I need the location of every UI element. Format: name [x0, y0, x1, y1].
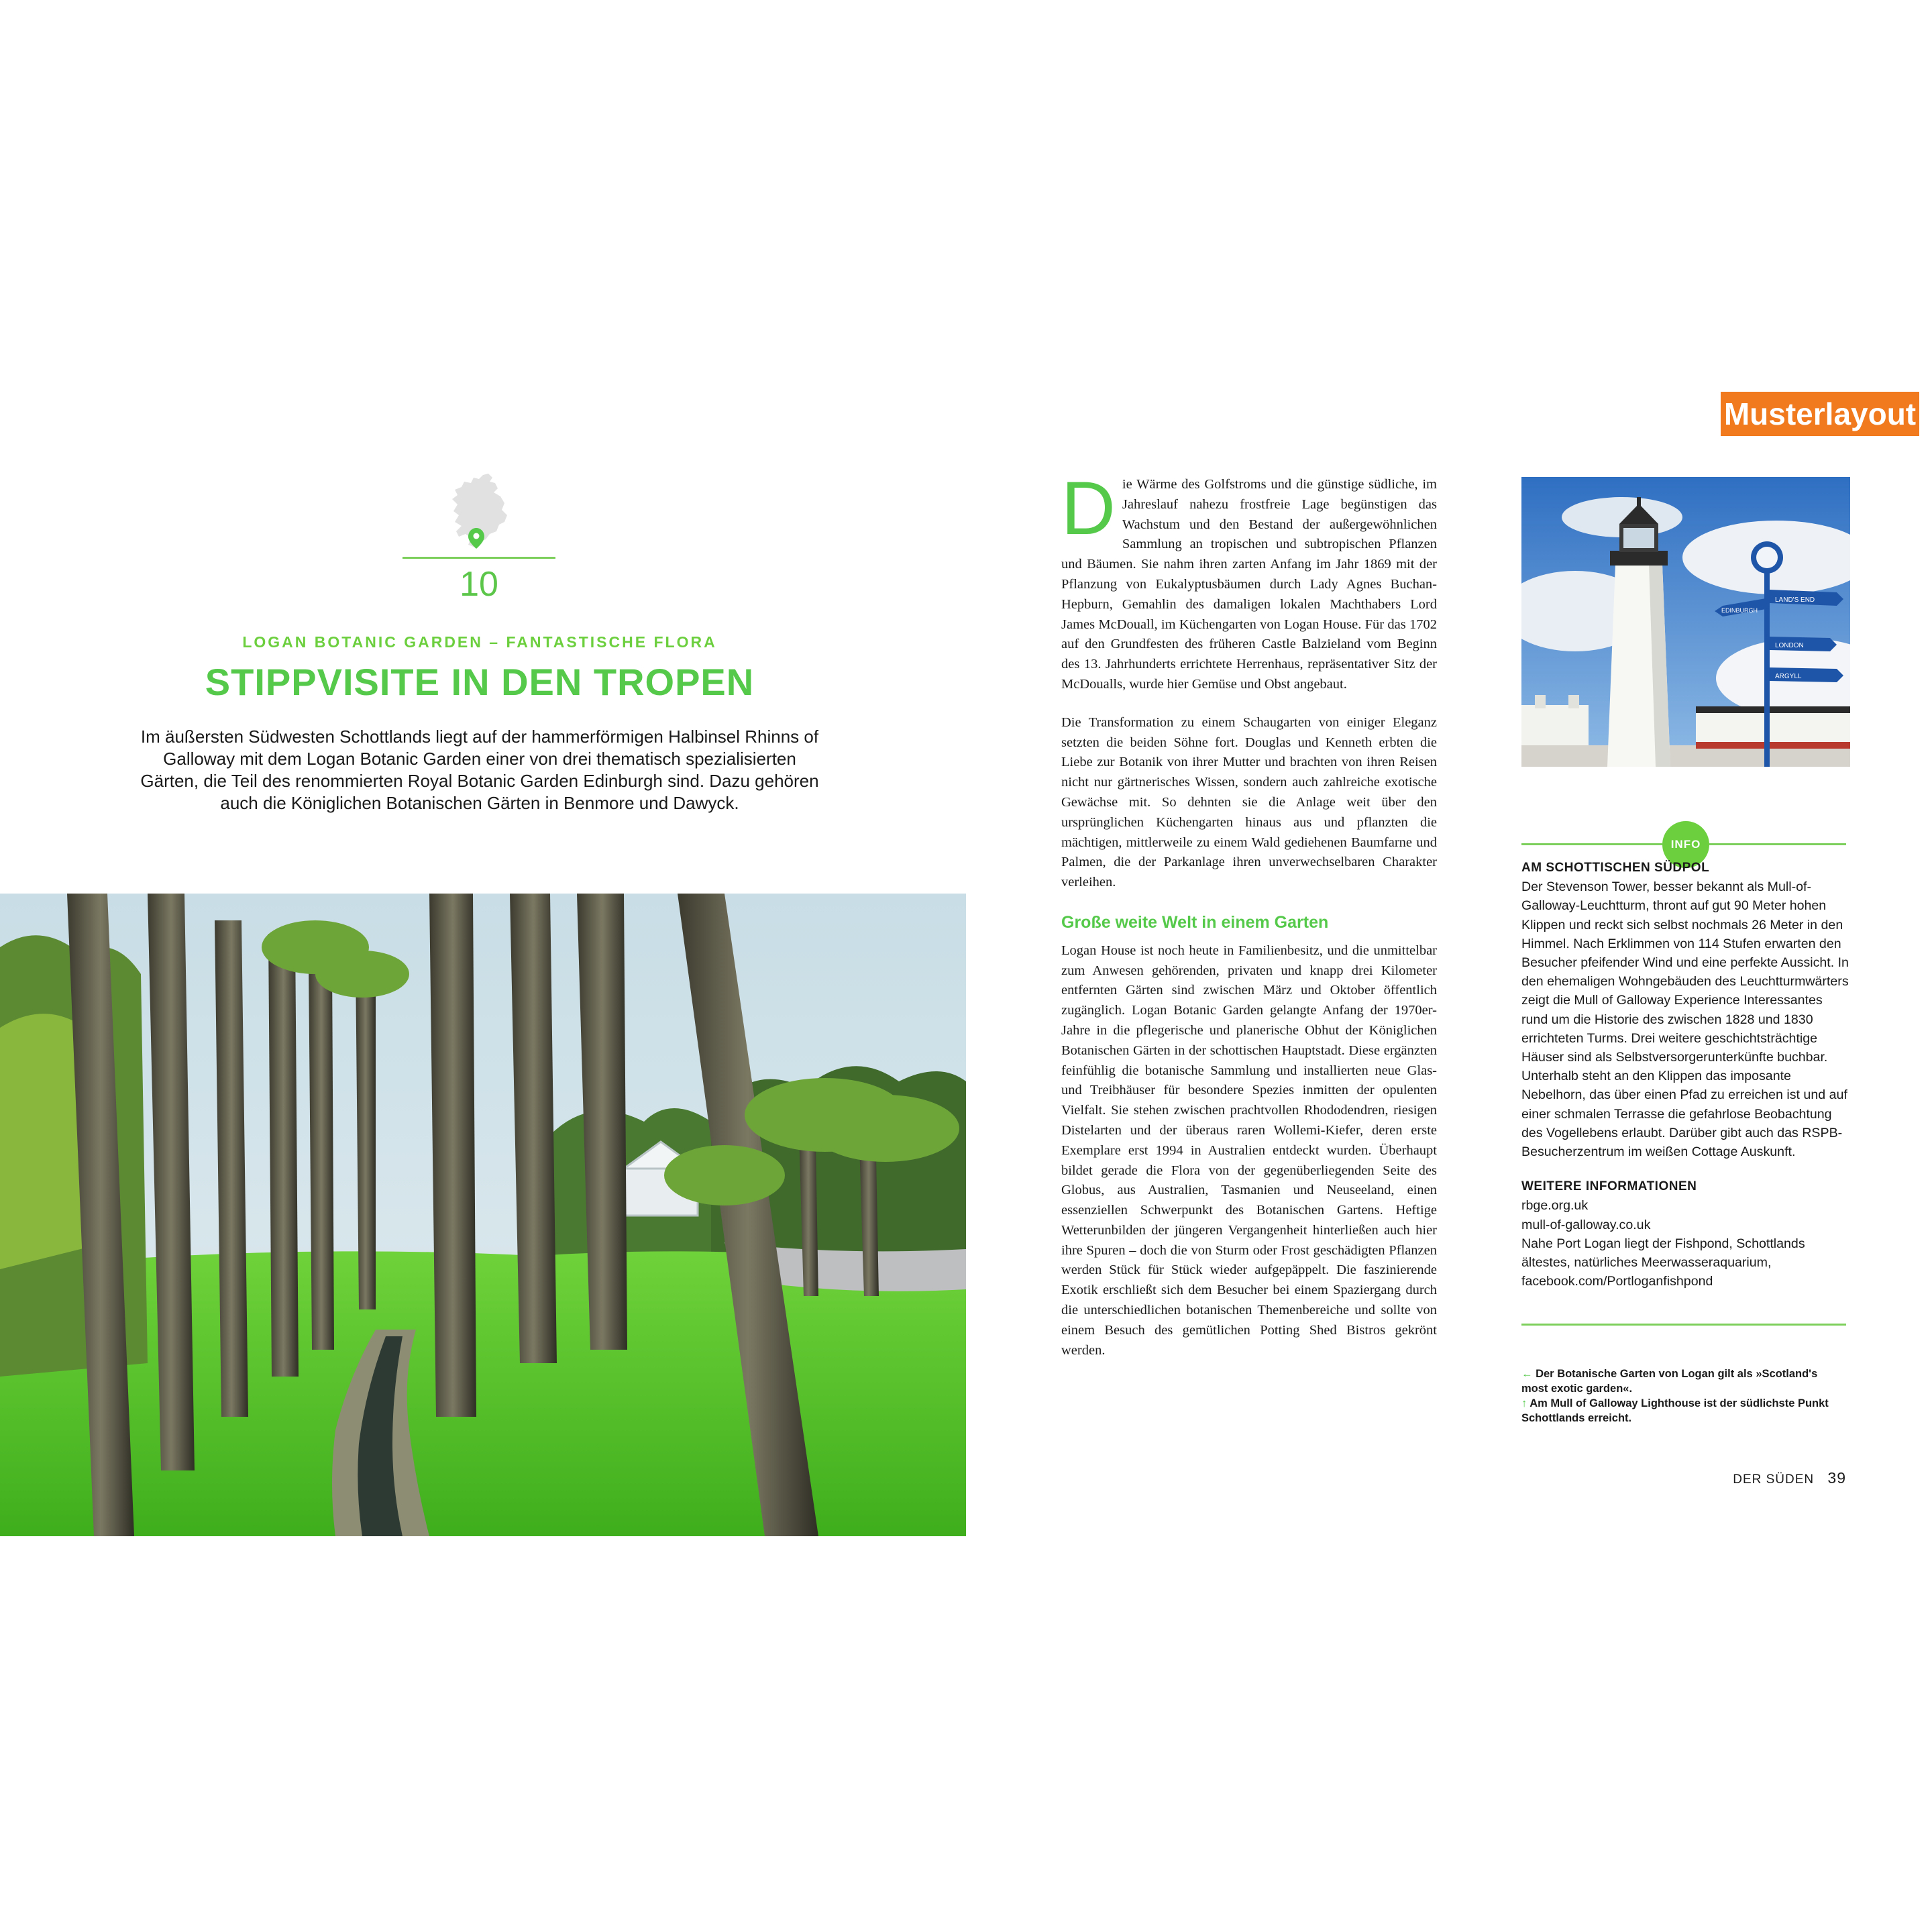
lighthouse-photo	[1521, 477, 1850, 767]
sign-mid: LONDON	[1775, 642, 1804, 649]
arrow-up-icon: ↑	[1521, 1397, 1527, 1409]
info-heading-2: WEITERE INFORMATIONEN	[1521, 1179, 1697, 1194]
info-fishpond: Nahe Port Logan liegt der Fishpond, Schottlands ältestes, natürliches Meerwasseraquarium,	[1521, 1236, 1805, 1271]
lead-paragraph: Im äußersten Südwesten Schottlands liegt auf der hammerförmigen Halbinsel Rhinns of Galloway mit dem Logan Botanic Garden einer von drei thematisch spezialisierten Gärten, die Teil des renommierten Royal Botanic Garden Edinburgh sind. Dazu gehören auch die Königlichen Botanischen Gärten in Benmore und Dawyck.	[140, 727, 819, 813]
section-name: DER SÜDEN	[1733, 1472, 1815, 1487]
sign-bottom: ARGYLL	[1775, 673, 1802, 680]
kicker: LOGAN BOTANIC GARDEN – FANTASTISCHE FLORA	[242, 633, 717, 651]
arrow-left-icon: ←	[1521, 1368, 1533, 1380]
caption-2: ↑ Am Mull of Galloway Lighthouse ist der südlichste Punkt Schottlands erreicht.	[1521, 1397, 1829, 1424]
caption-1: ← Der Botanische Garten von Logan gilt als »Scotland's most exotic garden«.	[1521, 1368, 1818, 1395]
paragraph-3: Logan House ist noch heute in Familienbesitz, und die unmittelbar zum Anwesen gehörenden, privaten und knapp drei Kilometer entfernten Gärten sind zwischen März und Oktober öffentlich zugänglich. Logan Botanic Garden gelangte Anfang der 1970er-Jahre in die pflegerische und planerische Obhut der Königlichen Botanischen Gärten in der schottischen Hauptstadt. Diese ergänzten feinfühlig die botanische Sammlung und installierten neue Glas- und Treibhäuser für besondere Spezies inmitten der opulenten Vielfalt. Sie stehen zwischen prachtvollen Rhododendren, riesigen Distelarten und der überaus raren Wollemi-Kiefer, deren erste Exemplare erst 1994 in Australien entdeckt wurden. Überhaupt bildet gerade die Flora von der gegenüberliegenden Seite des Globus, aus Australien, Tasmanien und Neuseeland, einen essenziellen Schwerpunkt des Botanischen Gartens. Heftige Wetterunbilden der jüngeren Vergangenheit hinterließen auch hier ihre Spuren – doch die von Sturm oder Frost geschädigten Pflanzen werden Stück für Stück wieder aufgepäppelt. Die faszinierende Exotik erschließt sich dem Besucher bei einem Spaziergang durch die unterschiedlichen botanischen Themenbereiche und sollte von einem Besuch des gemütlichen Potting Shed Bistros gekrönt werden.	[1061, 943, 1437, 1358]
info-rule-right	[1709, 843, 1846, 845]
garden-photo	[0, 894, 966, 1536]
paragraph-1: Die Wärme des Golfstroms und die günstige südliche, im Jahreslauf nahezu frostfreie Lage begünstigen das Wachstum und den Bestand der außergewöhnlichen Sammlung an tropischen und subtropischen Pflanzen und Bäumen. Sie nahm ihren zarten Anfang im Jahr 1869 mit der Pflanzung von Eukalyptusbäumen durch Lady Agnes Buchan-Hepburn, Gemahlin des damaligen lokalen Machthabers Lord James McDouall, im Küchengarten von Logan House. Für das 1702 auf den Grundfesten des früheren Castle Balzieland vom Beginn des 13. Jahrhunderts errichtete Herrenhaus, repräsentativer Sitz der McDoualls, wurde hier Gemüse und Obst angebaut.	[1061, 466, 1437, 692]
sign-left: EDINBURGH	[1721, 607, 1758, 614]
page-footer	[1677, 1469, 1846, 1487]
dropcap: D	[1061, 466, 1116, 550]
sign-top: LAND'S END	[1775, 596, 1815, 604]
page-number: 39	[1827, 1469, 1846, 1487]
tour-number: 10	[460, 565, 498, 604]
article-body	[1061, 466, 1437, 1379]
info-heading-1: AM SCHOTTISCHEN SÜDPOL	[1521, 861, 1710, 875]
info-link-mull[interactable]: mull-of-galloway.co.uk	[1521, 1217, 1651, 1232]
info-icon: INFO	[1662, 821, 1709, 868]
header-rule	[402, 557, 555, 559]
subheading: Große weite Welt in einem Garten	[1061, 912, 1329, 932]
info-box	[1521, 859, 1850, 1291]
scotland-map-icon	[448, 472, 515, 550]
info-text: Der Stevenson Tower, besser bekannt als Mull-of-Galloway-Leuchtturm, thront auf gut 90 Meter hohen Klippen und reckt sich selbst nochmals 26 Meter in den Himmel. Nach Erklimmen von 114 Stufen erwarten den Besucher pfeifender Wind und eine perfekte Aussicht. In den ehemaligen Wohngebäuden des Leuchtturmwärters zeigt die Mull of Galloway Experience Interessantes rund um die Historie des zwischen 1828 und 1830 errichteten Turms. Drei weitere geschichtsträchtige Häuser sind als Selbstversorgerunterkünfte buchbar. Unterhalb steht an den Klippen das imposante Nebelhorn, das über einen Pfad zu erreichen ist und auf einer schmalen Terrasse die gefahrlose Beobachtung des Vogellebens erlaubt. Darüber gibt auch das RSPB-Besucherzentrum im weißen Cottage Auskunft.	[1521, 879, 1849, 1160]
info-rule-left	[1521, 843, 1662, 845]
info-link-facebook[interactable]: facebook.com/Portloganfishpond	[1521, 1274, 1713, 1289]
paragraph-2: Die Transformation zu einem Schaugarten von einiger Eleganz setzten die beiden Söhne fort. Douglas und Kenneth erbten die Liebe zur Botanik von ihrer Mutter und brachten von ihren Reisen nicht nur gärtnerisches Wissen, sondern auch zahlreiche exotische Gewächse mit. So dehnten sie die Anlage weit über den ursprünglichen Küchengarten hinaus aus und pflanzten die mächtigen, mittlerweile zu einem Wald gediehenen Baumfarne und Palmen, die der Parkanlage ihren unverwechselbaren Charakter verleihen.	[1061, 714, 1437, 890]
info-link-rbge[interactable]: rbge.org.uk	[1521, 1198, 1589, 1214]
info-bottom-rule	[1521, 1324, 1846, 1326]
page-title: STIPPVISITE IN DEN TROPEN	[205, 661, 755, 703]
musterlayout-badge: Musterlayout	[1721, 392, 1919, 436]
photo-captions	[1521, 1366, 1846, 1426]
